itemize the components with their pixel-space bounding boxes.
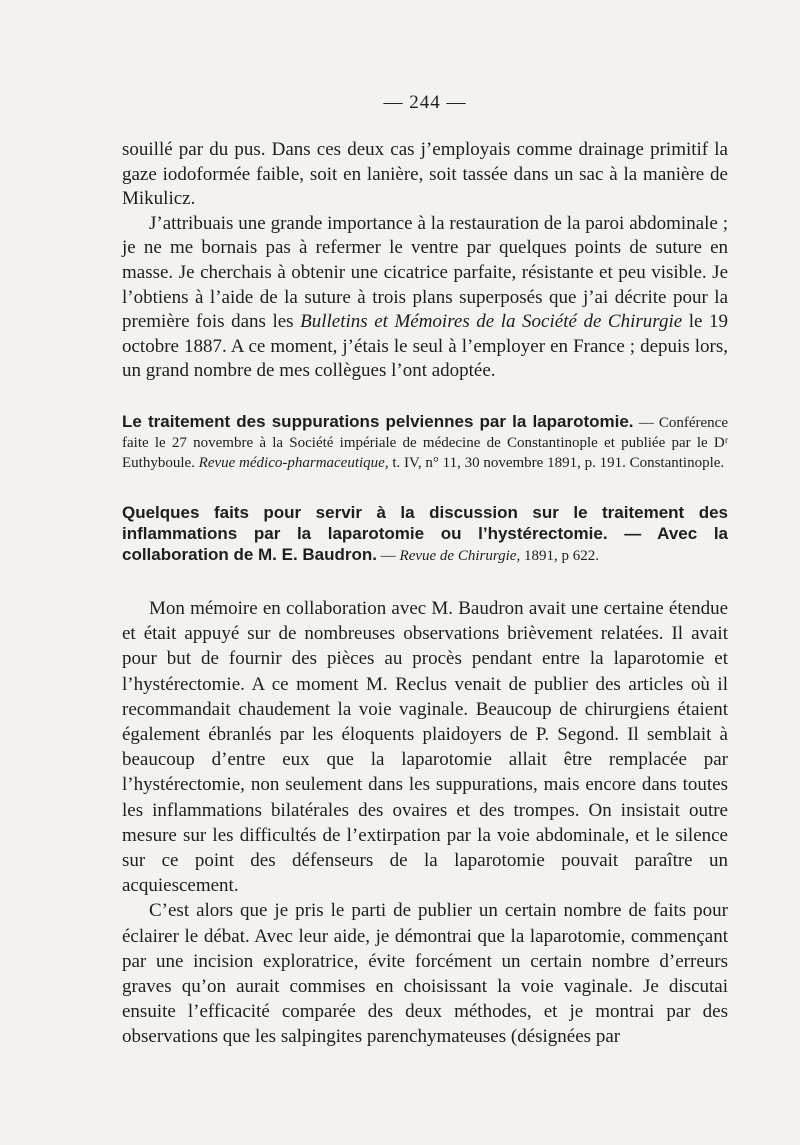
page-number: — 244 — [383, 92, 467, 113]
paragraph-1: souillé par du pus. Dans ces deux cas j’employais comme drainage primitif la gaze iodoformée faible, soit en lanière, soit tassée dans un sac à la manière de Mikulicz. [122, 139, 728, 210]
paragraph-2-text-b: le 19 octobre 1887. A ce moment, j’étais le seul à l’employer en France ; depuis lors, un grand nombre de mes collègues l’ont adoptée. [122, 311, 728, 382]
reference-1 [122, 412, 728, 473]
reference-1-text-b: t. IV, n° 11, 30 novembre 1891, p. 191. Constantinople. [388, 454, 725, 471]
reference-1-text-a: — Conférence faite le 27 novembre à la Société impériale de médecine de Constantinople et publiée par le Dʳ Euthyboule. [122, 414, 728, 471]
reference-1-citation: Revue médico-pharmaceutique, [198, 454, 389, 471]
paragraph-2-text-a: J’attribuais une grande importance à la restauration de la paroi abdominale ; je ne me bornais pas à refermer le ventre par quelques points de suture en masse. Je cherchais à obtenir une cicatrice parfaite, résistante et peu visible. Je l’obtiens à l’aide de la suture à trois plans superposés que j’ai décrite pour la première fois dans les [122, 212, 728, 333]
paragraph-3: Mon mémoire en collaboration avec M. Baudron avait une certaine étendue et était appuyé sur de nombreuses observations brièvement relatées. Il avait pour but de fournir des pièces au procès pendant entre la laparotomie et l’hystérectomie. A ce moment M. Reclus venait de publier des articles où il recommandait chaudement la voie vaginale. Beaucoup de chirurgiens étaient également ébranlés par les éloquents plaidoyers de P. Segond. Il semblait à beaucoup d’entre eux que la laparotomie allait être remplacée par l’hystérectomie, non seulement dans les suppurations, mais encore dans toutes les inflammations bilatérales des ovaires et des trompes. On insistait outre mesure sur les difficultés de l’extirpation par la voie abdominale, et le silence sur ce point des défenseurs de la laparotomie pouvait paraître un acquiescement. [122, 597, 728, 897]
reference-2-text-a: — [377, 547, 400, 564]
paragraph-2-italic-title: Bulletins et Mémoires de la Société de Chirurgie [300, 311, 683, 333]
reference-2-citation: Revue de Chirurgie, [399, 547, 521, 564]
paragraph-2 [122, 212, 728, 384]
body-block [122, 596, 728, 1050]
reference-2-heading: Quelques faits pour servir à la discussion sur le traitement des inflammations par la laparotomie ou l’hystérectomie. — Avec la collaboration de M. E. Baudron. [122, 502, 728, 564]
paragraph-4: C’est alors que je pris le parti de publier un certain nombre de faits pour éclairer le débat. Avec leur aide, je démontrai que la laparotomie, commençant par une incision exploratrice, évite forcément un certain nombre d’erreurs graves qu’on aurait commises en choisissant la voie vaginale. Je discutai ensuite l’efficacité comparée des deux méthodes, et je montrai par des observations que les salpingites parenchymateuses (désignées par [122, 900, 728, 1048]
reference-2 [122, 503, 728, 566]
reference-2-text-b: 1891, p 622. [520, 547, 599, 564]
reference-1-heading: Le traitement des suppurations pelviennes par la laparotomie. [122, 411, 634, 431]
